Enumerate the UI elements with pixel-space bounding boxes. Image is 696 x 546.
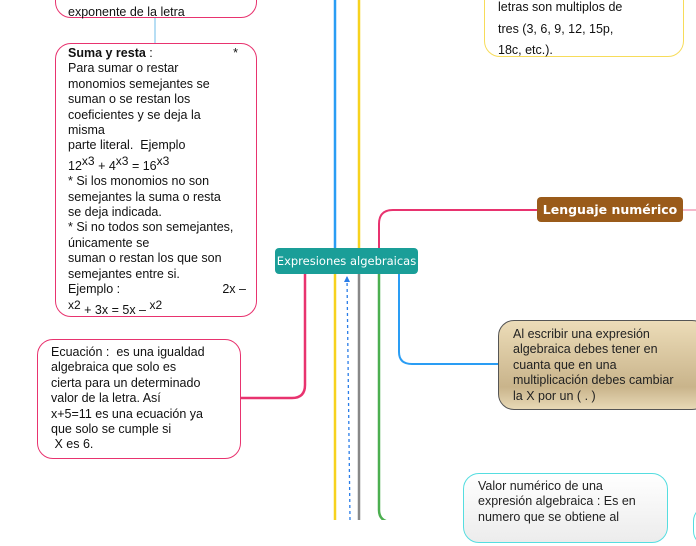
node-text: Ecuación : es una igualdad algebraica que solo es cierta para un determinado valor de la letra. Así x+5=11 es una ecuación ya que solo se cumple si X es 6. <box>51 345 205 452</box>
star: * <box>233 46 238 60</box>
node-suma-resta[interactable] <box>55 43 257 317</box>
connector-multiplicacion <box>399 274 498 364</box>
arrow-head <box>344 276 350 282</box>
node-multiplos[interactable] <box>484 0 684 57</box>
node-text-2: * Si los monomios no son semejantes la suma o resta se deja indicada. * Si no todos son semejantes, únicamente se suman o restan los que son semejantes entre si. <box>68 174 234 281</box>
node-text: Al escribir una expresión algebraica debes tener en cuanta que en una multiplicación debes cambiar la X por un ( . ) <box>513 327 674 403</box>
sep: : <box>145 46 153 60</box>
central-topic[interactable]: Expresiones algebraicas <box>275 248 418 274</box>
node-ecuacion[interactable] <box>37 339 241 459</box>
node-text: Para sumar o restar monomios semejantes se suman o se restan los coeficientes y se deja la misma parte literal. Ejemplo <box>68 61 210 153</box>
connector-lenguaje <box>379 210 537 248</box>
node-valor-numerico[interactable] <box>463 473 668 543</box>
connector-green <box>379 274 389 520</box>
node-exponente[interactable] <box>55 0 257 18</box>
example-2: $^{x2}$ + 3x = 5x – $^{x2}$ <box>68 297 163 317</box>
topic-lenguaje-numerico[interactable]: Lenguaje numérico <box>537 197 683 222</box>
node-text: letras son multiplos de tres (3, 6, 9, 12, 15p, 18c, etc.). <box>498 0 623 57</box>
example-1: $12^{x3} + 4^{x3} = 16^{x3}$ <box>68 153 170 173</box>
example-2-label: Ejemplo : 2x – <box>68 282 246 297</box>
node-multiplicacion[interactable] <box>498 320 696 410</box>
connector-dashed <box>347 277 350 520</box>
node-title: Suma y resta <box>68 46 146 60</box>
node-text: Valor numérico de una expresión algebraica : Es en numero que se obtiene al <box>478 479 636 524</box>
node-text: exponente de la letra <box>68 5 185 19</box>
